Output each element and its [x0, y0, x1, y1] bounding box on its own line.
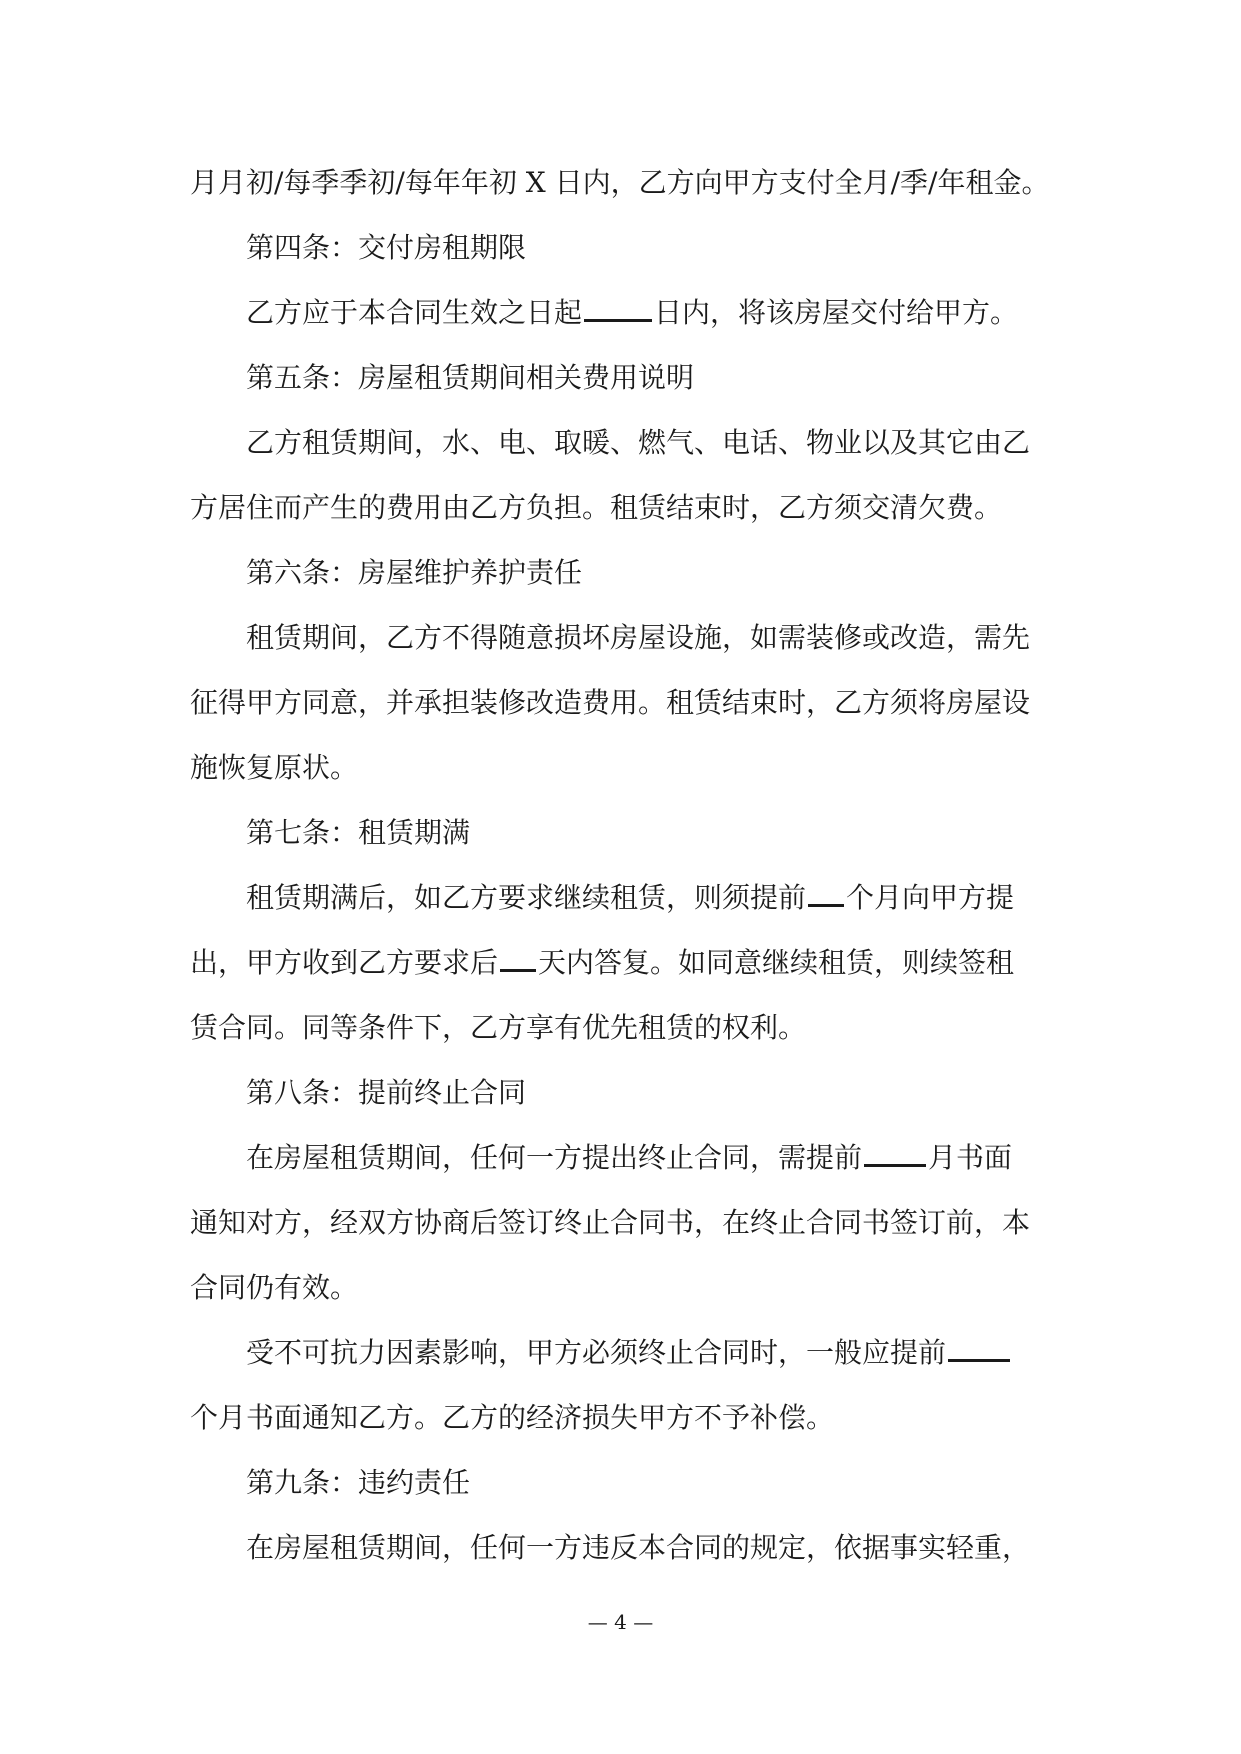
paragraph-line: 在房屋租赁期间，任何一方违反本合同的规定，依据事实轻重，	[246, 1531, 1031, 1564]
article-5-heading: 第五条：房屋租赁期间相关费用说明	[246, 361, 695, 394]
page-number: — 4 —	[587, 1610, 654, 1634]
fill-blank[interactable]	[584, 293, 652, 322]
paragraph-line: 乙方应于本合同生效之日起 日内，将该房屋交付给甲方。	[190, 280, 1070, 345]
paragraph-line: 个月书面通知乙方。乙方的经济损失甲方不予补偿。	[190, 1401, 835, 1434]
paragraph-line: 征得甲方同意，并承担装修改造费用。租赁结束时，乙方须将房屋设	[190, 686, 1031, 719]
paragraph-line: 租赁期间，乙方不得随意损坏房屋设施，如需装修或改造，需先	[246, 621, 1031, 654]
paragraph-line: 租赁期满后，如乙方要求继续租赁，则须提前 个月向甲方提	[190, 865, 1070, 930]
article-7-heading: 第七条：租赁期满	[246, 816, 471, 849]
fill-blank[interactable]	[808, 878, 844, 907]
paragraph-line: 赁合同。同等条件下，乙方享有优先租赁的权利。	[190, 1011, 807, 1044]
article-8-heading: 第八条：提前终止合同	[246, 1076, 527, 1109]
fill-blank[interactable]	[948, 1333, 1010, 1362]
document-body	[190, 150, 1070, 1580]
paragraph-line: 施恢复原状。	[190, 751, 359, 784]
fill-blank[interactable]	[500, 943, 536, 972]
paragraph-line: 方居住而产生的费用由乙方负担。租赁结束时，乙方须交清欠费。	[190, 491, 1003, 524]
fill-blank[interactable]	[864, 1138, 926, 1167]
article-4-heading: 第四条：交付房租期限	[246, 231, 527, 264]
article-6-heading: 第六条：房屋维护养护责任	[246, 556, 583, 589]
paragraph-line: 乙方租赁期间，水、电、取暖、燃气、电话、物业以及其它由乙	[246, 426, 1031, 459]
paragraph-line: 月月初/每季季初/每年年初 X 日内，乙方向甲方支付全月/季/年租金。	[190, 166, 1050, 199]
article-9-heading: 第九条：违约责任	[246, 1466, 471, 1499]
paragraph-line: 出，甲方收到乙方要求后 天内答复。如同意继续租赁，则续签租	[190, 930, 1070, 995]
paragraph-line: 受不可抗力因素影响，甲方必须终止合同时，一般应提前	[190, 1320, 1070, 1385]
paragraph-line: 通知对方，经双方协商后签订终止合同书，在终止合同书签订前，本	[190, 1206, 1031, 1239]
paragraph-line: 在房屋租赁期间，任何一方提出终止合同，需提前 月书面	[190, 1125, 1070, 1190]
paragraph-line: 合同仍有效。	[190, 1271, 359, 1304]
